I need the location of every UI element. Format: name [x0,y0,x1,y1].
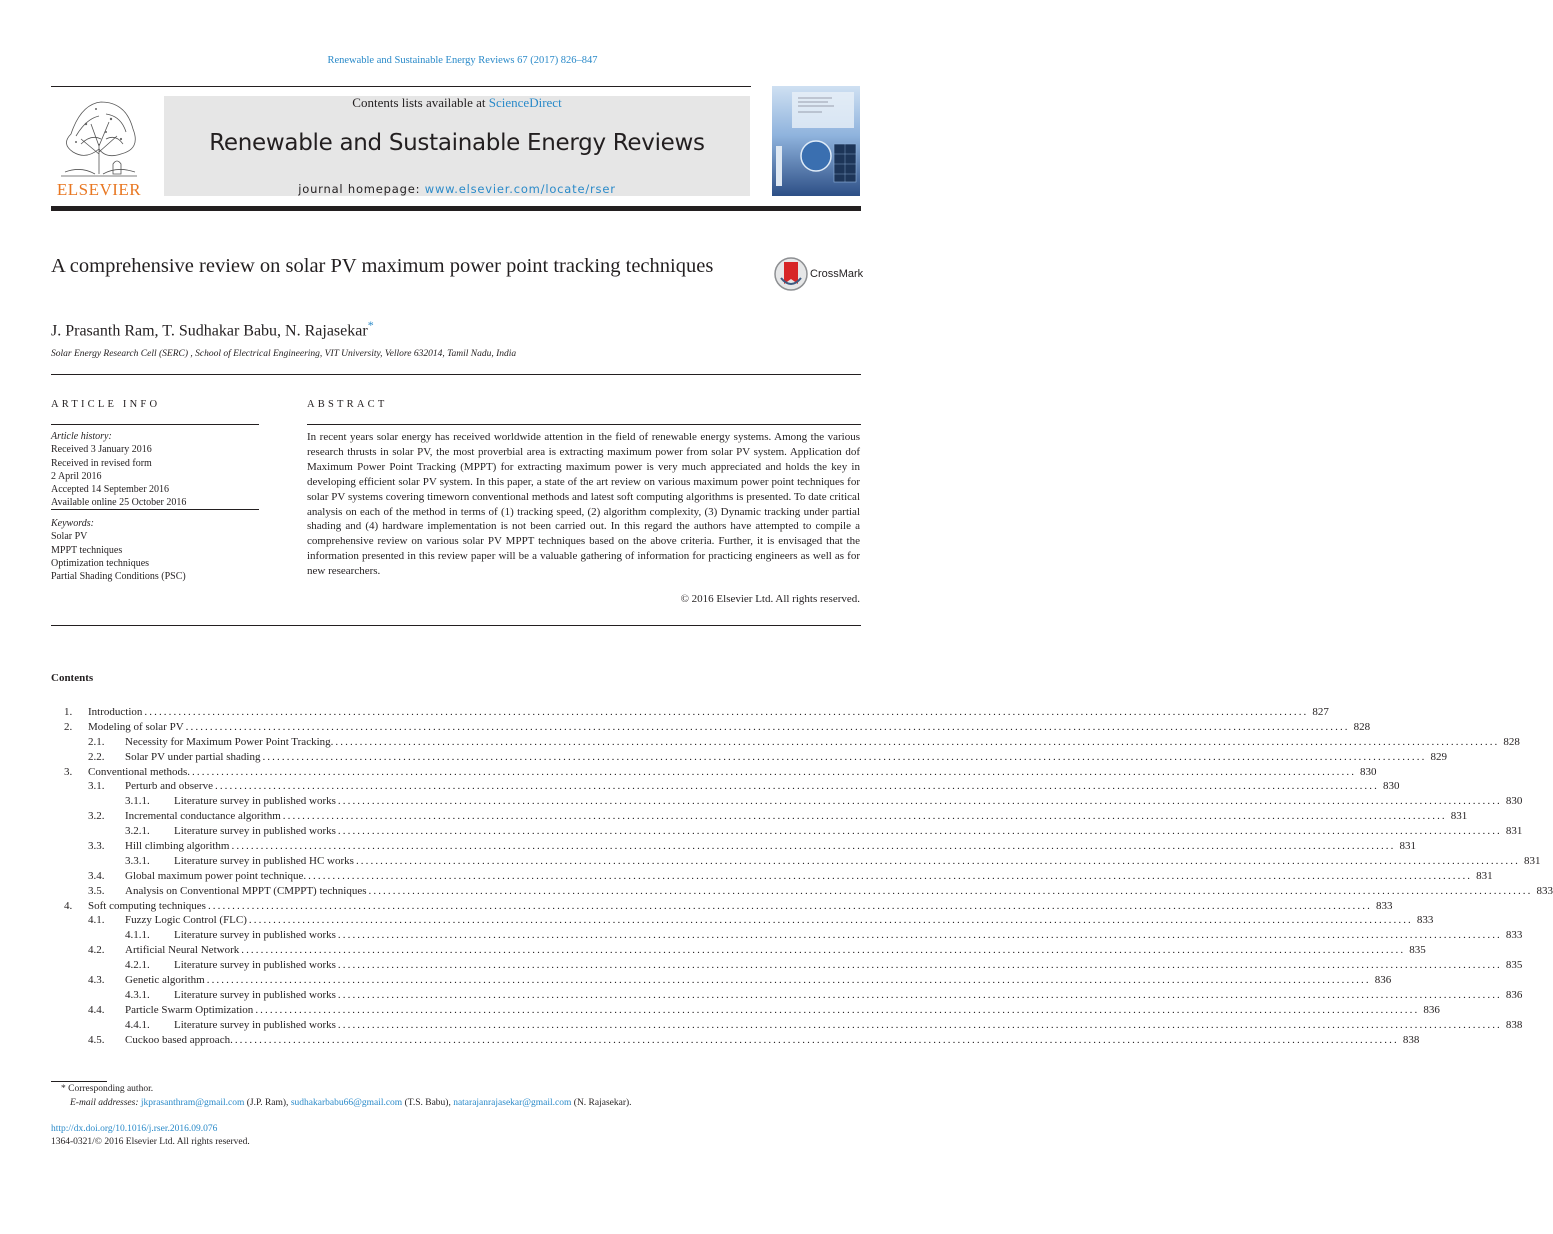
toc-entry[interactable] [51,824,1523,839]
toc-entry-number: 4.4.1. [125,1018,150,1031]
toc-entry-page[interactable]: 835 [1409,944,1426,957]
toc-entry-page[interactable]: 831 [1450,810,1468,823]
doi-link[interactable]: http://dx.doi.org/10.1016/j.rser.2016.09.076 [51,1124,218,1134]
toc-entry-title[interactable]: Conventional methods. [88,765,191,778]
abstract-heading: ABSTRACT [307,399,388,410]
toc-dot-leader: ................................................................................................................................................................................................................................................ [308,869,1473,882]
toc-entry-page[interactable]: 836 [1505,988,1523,1001]
toc-entry-number: 4.5. [88,1033,105,1046]
toc-entry-number: 2.2. [88,750,105,763]
toc-entry-page[interactable]: 830 [1360,765,1377,778]
toc-dot-leader: ................................................................................................................................................................................................................................................ [241,944,1406,957]
history-revised-label: Received in revised form [51,457,152,469]
toc-entry-title[interactable]: Particle Swarm Optimization [125,1003,254,1016]
toc-entry-page[interactable]: 831 [1505,825,1523,838]
toc-dot-leader: ................................................................................................................................................................................................................................................ [144,706,1309,718]
keyword-item: MPPT techniques [51,544,123,556]
toc-entry[interactable] [51,705,1329,720]
toc-entry-page[interactable]: 833 [1536,884,1553,897]
corresponding-author-marker[interactable]: * [367,318,374,332]
toc-entry-title[interactable]: Cuckoo based approach. [125,1033,233,1046]
email-addresses [70,1097,632,1110]
article-history [51,430,259,510]
toc-entry[interactable] [51,839,1416,854]
history-label: Article history: [51,431,112,442]
toc-entry-title[interactable]: Literature survey in published works [174,959,336,972]
toc-entry[interactable] [51,899,1393,914]
email-link-babu[interactable]: sudhakarbabu66@gmail.com [290,1098,403,1108]
toc-entry[interactable] [51,869,1493,884]
toc-dot-leader: ................................................................................................................................................................................................................................................ [355,854,1520,867]
toc-entry[interactable] [51,1003,1440,1018]
toc-entry-number: 4.2. [88,944,105,957]
footnote-marker: * [61,1084,66,1094]
toc-entry-page[interactable]: 828 [1353,720,1371,733]
toc-entry-title[interactable]: Fuzzy Logic Control (FLC) [125,914,247,927]
toc-entry-title[interactable]: Incremental conductance algorithm [125,810,281,823]
contents-heading: Contents [51,672,94,684]
toc-entry-number: 4. [64,899,73,912]
table-of-contents [51,705,1553,1047]
toc-entry-page[interactable]: 833 [1505,929,1523,942]
toc-entry-number: 4.1.1. [125,929,150,942]
article-info-history-rule [51,509,259,510]
toc-entry-number: 3.2. [88,810,105,823]
toc-entry[interactable] [51,720,1371,735]
toc-entry[interactable] [51,765,1377,780]
keyword-item: Solar PV [51,531,88,543]
authors-text: J. Prasanth Ram, T. Sudhakar Babu, N. Rajasekar [51,322,368,340]
toc-entry-page[interactable]: 828 [1503,735,1520,748]
homepage-link[interactable]: www.elsevier.com/locate/rser [424,182,616,196]
toc-entry-page[interactable]: 836 [1423,1003,1440,1016]
toc-dot-leader: ................................................................................................................................................................................................................................................ [206,974,1371,987]
elsevier-wordmark: ELSEVIER [56,180,142,199]
toc-entry-title[interactable]: Literature survey in published HC works [174,854,354,867]
toc-entry-number: 4.1. [88,914,105,927]
toc-entry-title[interactable]: Literature survey in published works [174,988,336,1001]
toc-entry-number: 4.3. [88,974,105,987]
email-link-rajasekar[interactable]: natarajanrajasekar@gmail.com [453,1098,572,1108]
toc-entry-number: 3.4. [88,869,105,882]
toc-entry-page[interactable]: 830 [1505,795,1523,808]
toc-entry[interactable] [51,854,1541,869]
toc-entry-page[interactable]: 831 [1476,869,1493,882]
email-owner: (T.S. Babu), [404,1098,451,1108]
issn-copyright: 1364-0321/© 2016 Elsevier Ltd. All rights reserved. [51,1137,250,1147]
abstract-rule [307,424,861,425]
email-owner: (J.P. Ram), [246,1098,289,1108]
toc-dot-leader: ................................................................................................................................................................................................................................................ [255,1003,1420,1016]
toc-entry-page[interactable]: 833 [1375,899,1393,912]
toc-dot-leader: ................................................................................................................................................................................................................................................ [234,1033,1399,1046]
journal-title: Renewable and Sustainable Energy Reviews [209,130,705,156]
keywords-label: Keywords: [51,518,94,529]
article-info-rule [51,424,259,425]
corresponding-author-label: Corresponding author. [68,1084,154,1094]
toc-entry[interactable] [51,958,1523,973]
toc-entry-title[interactable]: Solar PV under partial shading [125,750,261,763]
toc-entry-number: 4.4. [88,1003,105,1016]
author-affiliation: Solar Energy Research Cell (SERC) , School of Electrical Engineering, VIT University, Vellore 632014, Tamil Nadu, India [51,349,517,359]
toc-entry[interactable] [51,809,1468,824]
toc-entry-number: 3.3.1. [125,854,150,867]
keyword-item: Partial Shading Conditions (PSC) [51,571,186,583]
toc-dot-leader: ................................................................................................................................................................................................................................................ [214,780,1379,793]
toc-entry-title[interactable]: Genetic algorithm [125,974,205,987]
toc-entry[interactable] [51,913,1434,928]
history-revised-date: 2 April 2016 [51,470,102,482]
history-available-online: Available online 25 October 2016 [51,497,187,509]
toc-entry-page[interactable]: 835 [1505,959,1523,972]
toc-dot-leader: ................................................................................................................................................................................................................................................ [337,795,1502,808]
toc-entry-number: 3.3. [88,840,105,853]
toc-entry-page[interactable]: 827 [1312,706,1329,718]
toc-entry-title[interactable]: Soft computing techniques [88,899,206,912]
toc-entry-title[interactable]: Literature survey in published works [174,1018,336,1031]
author-list [51,318,374,340]
abstract-copyright: © 2016 Elsevier Ltd. All rights reserved. [680,593,860,605]
toc-dot-leader: ................................................................................................................................................................................................................................................ [337,825,1502,838]
toc-entry-title[interactable]: Modeling of solar PV [88,720,184,733]
toc-entry-number: 4.3.1. [125,988,150,1001]
email-owner: (N. Rajasekar). [573,1098,632,1108]
article-info-heading: ARTICLE INFO [51,399,161,410]
journal-cover-thumbnail[interactable] [772,86,860,196]
toc-entry[interactable] [51,1018,1523,1033]
toc-entry-page[interactable]: 831 [1399,840,1416,853]
toc-entry-number: 2. [64,720,73,733]
email-link-ram[interactable]: jkprasanthram@gmail.com [140,1098,245,1108]
corresponding-author-footnote [61,1083,153,1096]
toc-entry-number: 3.2.1. [125,825,150,838]
toc-entry-title[interactable]: Literature survey in published works [174,825,336,838]
abstract-text: In recent years solar energy has received worldwide attention in the field of renewable energy systems. Among the various research thrusts in solar PV, the most proverbial area is extracting maximum power from solar PV system. Application dof Maximum Power Point Tracking (MPPT) for extracting maximum power is very much appreciated and holds the key in developing efficient solar PV system. In this paper, a state of the art review on various maximum power point techniques for solar PV systems covering timeworn conventional methods and latest soft computing algorithms is presented. To date critical analysis on each of the method in terms of (1) tracking speed, (2) algorithm complexity, (3) Dynamic tracking under partial shading and (4) hardware implementation is not been carried out. In this regard the authors have attempted to compile a comprehensive review on various solar PV MPPT techniques based on the above criteria. Further, it is envisaged that the information presented in this review paper will be a valuable gathering of information for practicing engineers as well as for new researchers. [307,431,860,578]
toc-entry[interactable] [51,988,1523,1003]
masthead-top-rule [51,86,751,87]
toc-entry[interactable] [51,750,1447,765]
toc-entry[interactable] [51,1033,1420,1048]
toc-dot-leader: ................................................................................................................................................................................................................................................ [207,899,1372,912]
toc-entry[interactable] [51,973,1392,988]
toc-dot-leader: ................................................................................................................................................................................................................................................ [337,959,1502,972]
toc-entry[interactable] [51,928,1523,943]
front-matter-bottom-rule [51,625,861,626]
keyword-item: Optimization techniques [51,557,150,569]
toc-entry[interactable] [51,884,1553,899]
toc-entry-number: 4.2.1. [125,959,150,972]
toc-entry[interactable] [51,794,1523,809]
toc-entry[interactable] [51,735,1520,750]
toc-entry-title[interactable]: Perturb and observe [125,780,213,793]
toc-dot-leader: ................................................................................................................................................................................................................................................ [185,720,1350,733]
toc-entry[interactable] [51,943,1426,958]
toc-dot-leader: ................................................................................................................................................................................................................................................ [368,884,1533,897]
masthead-bottom-rule [51,206,861,211]
sciencedirect-link[interactable]: ScienceDirect [488,95,562,110]
toc-entry-title[interactable]: Necessity for Maximum Power Point Tracking. [125,735,334,748]
crossmark-label[interactable]: CrossMark [810,268,864,280]
toc-entry-title[interactable]: Analysis on Conventional MPPT (CMPPT) techniques [125,884,367,897]
citation-link[interactable]: Renewable and Sustainable Energy Reviews 67 (2017) 826–847 [327,55,598,66]
toc-entry-page[interactable]: 831 [1523,854,1541,867]
toc-entry[interactable] [51,779,1400,794]
toc-entry-page[interactable]: 829 [1430,750,1447,763]
toc-dot-leader: ................................................................................................................................................................................................................................................ [337,1018,1502,1031]
toc-dot-leader: ................................................................................................................................................................................................................................................ [248,914,1413,927]
toc-entry-number: 3.5. [88,884,105,897]
contents-available-text: Contents lists available at [352,95,489,110]
toc-entry-title[interactable]: Artificial Neural Network [125,944,240,957]
history-received: Received 3 January 2016 [51,444,152,456]
toc-entry-number: 3. [64,765,73,778]
heading-separator-rule [51,374,861,375]
toc-entry-number: 3.1. [88,780,105,793]
toc-dot-leader: ................................................................................................................................................................................................................................................ [282,810,1447,823]
journal-homepage-line [164,182,750,196]
keywords [51,517,259,583]
toc-entry-title[interactable]: Introduction [88,706,143,718]
homepage-label: journal homepage: [298,182,425,196]
footnote-rule [51,1081,107,1082]
toc-entry-number: 2.1. [88,735,105,748]
toc-entry-page[interactable]: 838 [1402,1033,1420,1046]
toc-entry-title[interactable]: Hill climbing algorithm [125,840,230,853]
toc-entry-page[interactable]: 838 [1505,1018,1523,1031]
history-accepted: Accepted 14 September 2016 [51,484,170,496]
toc-entry-page[interactable]: 833 [1416,914,1434,927]
toc-entry-page[interactable]: 836 [1374,974,1392,987]
toc-dot-leader: ................................................................................................................................................................................................................................................ [262,750,1427,763]
journal-citation[interactable] [0,55,925,66]
article-title: A comprehensive review on solar PV maximum power point tracking techniques [51,255,714,277]
toc-entry-title[interactable]: Literature survey in published works [174,795,336,808]
contents-available-line [164,95,750,111]
toc-dot-leader: ................................................................................................................................................................................................................................................ [337,929,1502,942]
toc-entry-number: 3.1.1. [125,795,150,808]
toc-entry-title[interactable]: Global maximum power point technique. [125,869,307,882]
toc-entry-page[interactable]: 830 [1382,780,1400,793]
toc-dot-leader: ................................................................................................................................................................................................................................................ [192,765,1357,778]
toc-entry-title[interactable]: Literature survey in published works [174,929,336,942]
toc-dot-leader: ................................................................................................................................................................................................................................................ [337,988,1502,1001]
doi-line[interactable] [51,1123,217,1136]
toc-dot-leader: ................................................................................................................................................................................................................................................ [335,735,1500,748]
email-label: E-mail addresses: [70,1098,139,1108]
toc-dot-leader: ................................................................................................................................................................................................................................................ [231,840,1396,853]
toc-entry-number: 1. [64,706,73,718]
